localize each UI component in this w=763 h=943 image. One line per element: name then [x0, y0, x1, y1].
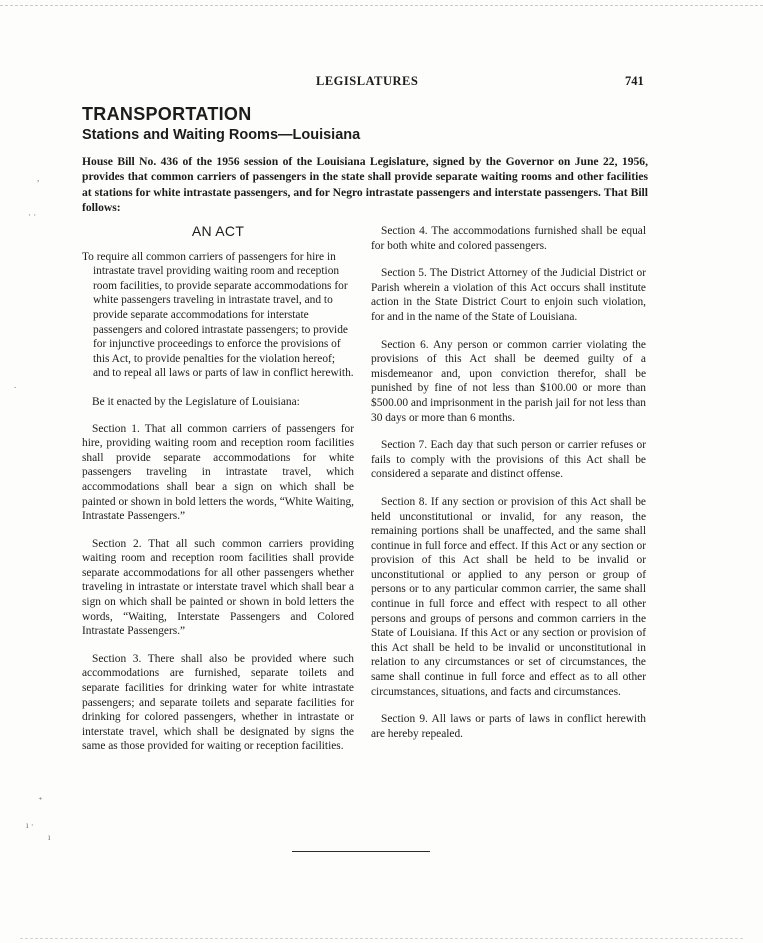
section-7: Section 7. Each day that such person or carrier refuses or fails to comply with the provisions of this Act shall be considered a separate and distinct offense.	[371, 439, 646, 481]
scan-top-edge	[0, 5, 763, 6]
scan-speck: .	[14, 380, 17, 390]
section-9: Section 9. All laws or parts of laws in conflict herewith are hereby repealed.	[371, 713, 646, 740]
page-number: 741	[625, 74, 644, 88]
intro-paragraph: House Bill No. 436 of the 1956 session of the Louisiana Legislature, signed by the Governor on June 22, 1956, provides that common carriers of passengers in the state shall provide separate waiting rooms and other facilities at stations for white intrastate passengers, and for Negro intrastate passengers and interstate passengers. That Bill follows:	[82, 155, 648, 215]
section-3: Section 3. There shall also be provided where such accommodations are furnished, separate toilets and separate facilities for drinking water for white intrastate passengers; and separate toilets and separate facilities for drinking for colored passengers, whether in intrastate or interstate travel, which shall be designated by signs the same as those provided for waiting or reception facilities.	[82, 652, 354, 753]
scan-speck: ,	[37, 173, 40, 183]
left-column	[82, 224, 354, 767]
section-2: Section 2. That all such common carriers providing waiting room and reception room facilities shall provide separate accommodations for all other passengers whether traveling in intrastate or interstate travel which shall bear a sign on which shall be painted or shown in bold letters the words, “Waiting, Interstate Passengers and Colored Intrastate Passengers.”	[82, 537, 354, 638]
section-8: Section 8. If any section or provision of this Act shall be held unconstitutional or invalid, for any reason, the remaining portions shall be unaffected, and the same shall continue in full force and effect. If this Act or any section or provision of this Act shall be held to be invalid or unconstitutional or applied to any person or group of persons or to any particular common carrier, the same shall continue in full force and effect with respect to all other persons and groups of persons and common carriers in the State of Louisiana. If this Act or any section or provision of this Act shall be held to be invalid or unconstitutional in relation to any circumstances or set of circumstances, the same shall continue in full force and effect as to all other circumstances, situations, and facts and circumstances.	[371, 495, 646, 698]
scan-speck: ⁺	[38, 795, 43, 805]
section-5: Section 5. The District Attorney of the Judicial District or Parish wherein a violation of this Act occurs shall institute action in the State District Court to enjoin such violation, for and in the name of the State of Louisiana.	[371, 267, 646, 323]
running-head: LEGISLATURES	[316, 74, 419, 88]
scan-bottom-edge	[20, 938, 743, 939]
section-subtitle: Stations and Waiting Rooms—Louisiana	[82, 127, 361, 143]
act-caption: To require all common carriers of passengers for hire in intrastate travel providing waiting room and reception room facilities, to provide separate accommodations for white passengers traveling in intrastate travel, and to provide separate accommodations for interstate passengers and colored intrastate passengers; to provide for injunctive proceedings to enforce the provisions of this Act, to provide penalties for the violation hereof; and to repeal all laws or parts of law in conflict herewith.	[82, 250, 354, 380]
scan-speck: · ·	[28, 210, 37, 220]
scan-speck: ı	[48, 832, 51, 842]
enacting-clause: Be it enacted by the Legislature of Louisiana:	[92, 395, 300, 408]
section-title: TRANSPORTATION	[82, 104, 252, 124]
right-column	[371, 224, 646, 754]
section-1: Section 1. That all common carriers of passengers for hire, providing waiting room and reception room facilities shall provide separate accommodations for white passengers traveling in intrastate travel, which accommodations shall bear a sign on which shall be painted or shown in bold letters the words, “White Waiting, Intrastate Passengers.”	[82, 422, 354, 523]
section-6: Section 6. Any person or common carrier violating the provisions of this Act shall be deemed guilty of a misdemeanor and, upon conviction therefor, shall be punished by fine of not less than $100.00 or more than $500.00 and imprisonment in the parish jail for not less than 30 days or more than 6 months.	[371, 338, 646, 424]
act-heading: AN ACT	[191, 223, 245, 239]
end-rule	[292, 851, 430, 852]
scan-speck: ı ·	[26, 820, 34, 830]
section-4: Section 4. The accommodations furnished shall be equal for both white and colored passengers.	[371, 225, 646, 252]
